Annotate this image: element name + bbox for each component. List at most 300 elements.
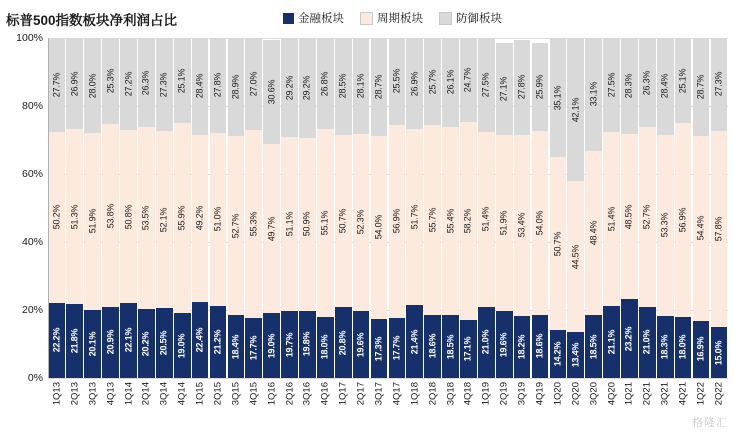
bar-value-label: 18.5% [588, 334, 599, 359]
bar-value-label: 54.0% [534, 210, 545, 236]
bar-column[interactable] [227, 38, 245, 378]
bar-segment[interactable] [317, 129, 334, 316]
bar-value-label: 28.7% [695, 74, 706, 100]
y-axis-tick-label: 0% [27, 372, 43, 384]
bar-column[interactable] [281, 38, 299, 378]
bar-value-label: 48.4% [588, 220, 599, 246]
x-axis-tick-label: 3Q20 [588, 382, 600, 406]
x-axis-tick [674, 380, 692, 428]
bar-segment[interactable] [657, 38, 674, 135]
x-axis-tick-label: 1Q22 [695, 382, 707, 406]
bar-value-label: 52.7% [230, 213, 241, 239]
bar-value-label: 20.1% [87, 331, 98, 357]
bar-segment[interactable] [371, 38, 388, 136]
bar-segment[interactable] [639, 38, 656, 127]
x-axis-tick-label: 3Q19 [516, 382, 528, 406]
bar-column[interactable] [155, 38, 173, 378]
bar-segment[interactable] [245, 318, 262, 378]
bar-segment[interactable] [693, 136, 710, 321]
chart-legend [283, 10, 502, 26]
x-axis-tick-label: 2Q15 [212, 382, 224, 406]
bar-segment[interactable] [603, 306, 620, 378]
bar-segment[interactable] [389, 125, 406, 318]
bar-segment[interactable] [299, 138, 316, 311]
bar-value-label: 54.4% [695, 215, 706, 241]
bar-segment[interactable] [693, 321, 710, 378]
bar-segment[interactable] [639, 307, 656, 378]
bar-value-label: 20.8% [337, 330, 348, 355]
bar-value-label: 26.1% [445, 70, 456, 95]
bar-segment[interactable] [210, 38, 227, 133]
bar-segment[interactable] [228, 315, 245, 378]
bar-segment[interactable] [66, 38, 83, 129]
bar-segment[interactable] [585, 315, 602, 378]
x-axis-tick-label: 4Q18 [462, 382, 474, 406]
x-axis-tick [656, 380, 674, 428]
x-axis-tick-label: 2Q20 [570, 382, 582, 406]
bar-value-label: 27.0% [248, 71, 259, 97]
bar-segment[interactable] [603, 132, 620, 307]
bar-column[interactable] [102, 38, 120, 378]
bar-value-label: 26.3% [140, 70, 151, 95]
watermark: 格隆汇 [692, 417, 728, 429]
bar-value-label: 28.4% [194, 74, 205, 99]
bar-value-label: 50.7% [337, 208, 348, 234]
bar-segment[interactable] [675, 123, 692, 316]
bar-segment[interactable] [228, 38, 245, 136]
bar-value-label: 50.2% [51, 205, 62, 230]
x-axis-tick [603, 380, 621, 428]
bar-column[interactable] [567, 38, 585, 378]
bar-segment[interactable] [84, 310, 101, 378]
bar-segment[interactable] [120, 38, 137, 130]
bar-value-label: 42.1% [570, 97, 581, 122]
x-axis-tick [442, 380, 460, 428]
bar-segment[interactable] [281, 137, 298, 311]
bar-segment[interactable] [263, 40, 280, 144]
bar-segment[interactable] [711, 38, 728, 131]
chart-title: 标普500指数板块净利润占比 [6, 13, 178, 28]
bar-value-label: 54.0% [373, 215, 384, 240]
bar-value-label: 53.4% [516, 213, 527, 238]
x-axis-tick-label: 3Q14 [158, 382, 170, 406]
bar-value-label: 25.1% [677, 68, 688, 93]
y-axis-tick-label: 100% [16, 32, 43, 44]
bar-column[interactable] [674, 38, 692, 378]
bar-segment[interactable] [514, 135, 531, 317]
bar-column[interactable] [585, 38, 603, 378]
x-axis-tick-label: 2Q13 [69, 382, 81, 406]
bar-value-label: 53.5% [140, 206, 151, 231]
bar-column[interactable] [656, 38, 674, 378]
bar-value-label: 29.2% [301, 75, 312, 101]
bar-value-label: 51.9% [87, 209, 98, 234]
bar-value-label: 51.9% [498, 210, 509, 236]
bar-segment[interactable] [460, 38, 477, 122]
bar-value-label: 19.8% [301, 332, 312, 357]
bar-column[interactable] [513, 38, 531, 378]
bar-segment[interactable] [621, 134, 638, 299]
bar-segment[interactable] [138, 127, 155, 309]
bar-segment[interactable] [442, 127, 459, 315]
legend-label: 周期板块 [377, 13, 423, 25]
bar-column[interactable] [477, 38, 495, 378]
bar-segment[interactable] [657, 316, 674, 378]
bar-segment[interactable] [424, 38, 441, 125]
bar-segment[interactable] [317, 317, 334, 378]
bar-segment[interactable] [353, 311, 370, 378]
bar-segment[interactable] [120, 303, 137, 378]
bar-column[interactable] [621, 38, 639, 378]
bar-segment[interactable] [138, 38, 155, 127]
bar-segment[interactable] [192, 135, 209, 302]
bar-value-label: 19.0% [176, 333, 187, 358]
x-axis-tick [48, 380, 66, 428]
x-axis-tick [84, 380, 102, 428]
x-axis-tick-label: 3Q15 [230, 382, 242, 406]
bar-segment[interactable] [335, 135, 352, 307]
bar-segment[interactable] [496, 135, 513, 311]
bar-segment[interactable] [210, 306, 227, 378]
x-axis-tick [424, 380, 442, 428]
bar-value-label: 51.4% [480, 206, 491, 232]
bar-segment[interactable] [281, 311, 298, 378]
bar-segment[interactable] [49, 303, 66, 378]
bar-column[interactable] [549, 38, 567, 378]
x-axis-tick-label: 3Q13 [87, 382, 99, 406]
bar-value-label: 18.4% [230, 334, 241, 359]
y-axis-tick-label: 60% [21, 168, 43, 180]
bar-segment[interactable] [460, 320, 477, 378]
bar-segment[interactable] [424, 125, 441, 314]
bar-column[interactable] [173, 38, 191, 378]
bar-segment[interactable] [245, 130, 262, 318]
bar-value-label: 51.4% [606, 206, 617, 232]
bar-segment[interactable] [66, 129, 83, 303]
bar-column[interactable] [316, 38, 334, 378]
bar-segment[interactable] [532, 43, 549, 131]
y-axis-tick-label: 80% [21, 100, 43, 112]
bar-value-label: 25.1% [176, 68, 187, 93]
x-axis-tick-label: 1Q15 [194, 382, 206, 406]
x-axis-tick [621, 380, 639, 428]
bar-column[interactable] [531, 38, 549, 378]
bar-segment[interactable] [263, 313, 280, 378]
bar-segment[interactable] [514, 316, 531, 378]
bar-column[interactable] [263, 38, 281, 378]
bar-segment[interactable] [389, 38, 406, 125]
bar-value-label: 13.4% [570, 342, 581, 368]
bar-column[interactable] [442, 38, 460, 378]
bar-segment[interactable] [532, 315, 549, 378]
legend-swatch-icon [283, 13, 294, 24]
bar-value-label: 26.3% [641, 70, 652, 95]
bar-segment[interactable] [657, 135, 674, 316]
x-axis-tick-label: 1Q18 [409, 382, 421, 406]
bar-segment[interactable] [442, 315, 459, 378]
bar-value-label: 17.3% [373, 336, 384, 361]
bar-segment[interactable] [299, 38, 316, 137]
x-axis-tick [173, 380, 191, 428]
bar-value-label: 58.2% [462, 208, 473, 234]
x-axis-tick [477, 380, 495, 428]
bar-segment[interactable] [460, 122, 477, 320]
bar-column[interactable] [334, 38, 352, 378]
bar-value-label: 50.9% [301, 211, 312, 237]
bar-column[interactable] [66, 38, 84, 378]
x-axis-tick-label: 2Q16 [284, 382, 296, 406]
bar-segment[interactable] [66, 304, 83, 378]
bar-value-label: 49.2% [194, 205, 205, 231]
bar-value-label: 51.1% [284, 211, 295, 237]
x-axis-tick [298, 380, 316, 428]
legend-item[interactable] [283, 10, 344, 26]
x-axis-tick-label: 4Q19 [534, 382, 546, 406]
bar-segment[interactable] [567, 181, 584, 332]
bar-column[interactable] [424, 38, 442, 378]
bar-value-label: 56.9% [391, 208, 402, 234]
x-axis-tick [567, 380, 585, 428]
bar-segment[interactable] [120, 130, 137, 303]
bar-value-label: 29.2% [284, 75, 295, 100]
bar-value-label: 55.1% [319, 210, 330, 236]
bar-value-label: 18.6% [427, 334, 438, 359]
bar-segment[interactable] [567, 38, 584, 181]
bar-segment[interactable] [299, 311, 316, 378]
bar-segment[interactable] [102, 124, 119, 307]
x-axis-tick [66, 380, 84, 428]
bar-value-label: 20.5% [158, 330, 169, 356]
bar-value-label: 18.0% [319, 335, 330, 360]
bar-value-label: 17.1% [462, 336, 473, 362]
x-axis-tick [370, 380, 388, 428]
bar-segment[interactable] [496, 311, 513, 378]
bar-segment[interactable] [371, 319, 388, 378]
bar-value-label: 55.7% [427, 207, 438, 233]
bar-segment[interactable] [550, 157, 567, 329]
bar-segment[interactable] [675, 317, 692, 378]
x-axis-tick-label: 1Q13 [51, 382, 63, 406]
x-axis-tick [155, 380, 173, 428]
bar-segment[interactable] [424, 315, 441, 378]
bar-value-label: 16.9% [695, 337, 706, 362]
bar-segment[interactable] [442, 38, 459, 127]
bar-segment[interactable] [406, 305, 423, 378]
bar-value-label: 51.7% [409, 205, 420, 230]
bar-segment[interactable] [514, 40, 531, 135]
bar-segment[interactable] [49, 132, 66, 303]
bar-value-label: 51.3% [69, 204, 80, 229]
bar-segment[interactable] [621, 299, 638, 378]
x-axis-tick [513, 380, 531, 428]
bar-value-label: 27.2% [123, 71, 133, 97]
bar-segment[interactable] [478, 38, 495, 132]
bar-value-label: 27.5% [606, 72, 617, 98]
bar-value-label: 27.5% [480, 72, 491, 98]
bar-segment[interactable] [156, 308, 173, 378]
bar-segment[interactable] [532, 131, 549, 315]
bar-column[interactable] [388, 38, 406, 378]
bar-segment[interactable] [406, 38, 423, 129]
bar-value-label: 18.6% [534, 334, 545, 359]
bar-value-label: 19.7% [284, 332, 295, 357]
bar-value-label: 55.3% [248, 211, 259, 237]
bar-column[interactable] [209, 38, 227, 378]
bar-value-label: 14.2% [552, 341, 563, 367]
x-axis-tick-label: 2Q17 [355, 382, 367, 406]
bar-value-label: 19.6% [355, 332, 366, 357]
x-axis-labels [48, 380, 728, 428]
bar-segment[interactable] [156, 131, 173, 308]
bar-value-label: 27.7% [51, 72, 62, 98]
bar-value-label: 22.4% [194, 327, 205, 353]
bar-value-label: 15.0% [713, 340, 724, 365]
bar-column[interactable] [191, 38, 209, 378]
bar-segment[interactable] [138, 309, 155, 378]
bar-value-label: 51.0% [212, 206, 223, 232]
x-axis-tick-label: 2Q14 [140, 382, 152, 406]
bar-segment[interactable] [621, 38, 638, 134]
bar-value-label: 17.7% [391, 335, 402, 361]
bar-column[interactable] [710, 38, 728, 378]
bar-segment[interactable] [550, 38, 567, 157]
bar-segment[interactable] [49, 38, 66, 132]
x-axis-tick [334, 380, 352, 428]
bar-segment[interactable] [567, 332, 584, 378]
bar-segment[interactable] [245, 38, 262, 130]
bar-value-label: 28.1% [355, 73, 366, 99]
bar-segment[interactable] [550, 330, 567, 378]
bar-segment[interactable] [389, 318, 406, 378]
bar-segment[interactable] [84, 38, 101, 133]
plot-area [16, 32, 728, 384]
bar-segment[interactable] [639, 127, 656, 306]
bar-segment[interactable] [263, 144, 280, 313]
bar-segment[interactable] [281, 38, 298, 137]
bar-segment[interactable] [317, 38, 334, 129]
x-axis-tick [263, 380, 281, 428]
x-axis-tick-label: 1Q14 [123, 382, 134, 406]
bar-segment[interactable] [102, 307, 119, 378]
bar-column[interactable] [84, 38, 102, 378]
bar-series-group [48, 38, 728, 378]
x-axis-tick [531, 380, 549, 428]
x-axis-tick-label: 4Q14 [176, 382, 188, 406]
legend-swatch-icon [439, 12, 452, 25]
bar-segment[interactable] [603, 38, 620, 132]
bar-column[interactable] [370, 38, 388, 378]
x-axis-tick-label: 3Q21 [659, 382, 671, 406]
x-axis-tick [227, 380, 245, 428]
x-axis-tick [585, 380, 603, 428]
bar-segment[interactable] [693, 38, 710, 136]
x-axis-tick-label: 3Q18 [445, 382, 457, 406]
bar-column[interactable] [245, 38, 263, 378]
gridline [27, 372, 728, 384]
bar-segment[interactable] [156, 38, 173, 131]
bar-segment[interactable] [174, 38, 191, 123]
bar-value-label: 19.0% [266, 333, 277, 358]
legend-item[interactable] [439, 10, 502, 26]
x-axis-tick [406, 380, 424, 428]
bar-segment[interactable] [192, 38, 209, 135]
bar-segment[interactable] [585, 38, 602, 151]
bar-segment[interactable] [210, 133, 227, 306]
bar-value-label: 24.7% [462, 67, 473, 93]
bar-segment[interactable] [711, 327, 728, 378]
x-axis-tick-label: 4Q21 [677, 382, 689, 406]
bar-column[interactable] [120, 38, 138, 378]
legend-label: 金融板块 [298, 13, 344, 25]
bar-value-label: 53.3% [659, 212, 670, 238]
bar-value-label: 21.1% [606, 329, 617, 355]
bar-segment[interactable] [353, 134, 370, 312]
x-axis-tick [388, 380, 406, 428]
bar-segment[interactable] [711, 131, 728, 327]
bar-column[interactable] [638, 38, 656, 378]
x-axis-tick [137, 380, 155, 428]
bar-value-label: 50.7% [552, 231, 563, 256]
bar-value-label: 21.2% [212, 329, 223, 355]
bar-value-label: 49.7% [266, 216, 277, 242]
x-axis-tick-label: 2Q22 [713, 382, 725, 406]
bar-value-label: 27.1% [498, 76, 509, 102]
bar-column[interactable] [406, 38, 424, 378]
y-axis-tick-label: 40% [21, 236, 43, 248]
bar-column[interactable] [459, 38, 477, 378]
bar-column[interactable] [48, 38, 66, 378]
bar-segment[interactable] [585, 151, 602, 316]
bar-segment[interactable] [371, 136, 388, 320]
bar-column[interactable] [603, 38, 621, 378]
bar-segment[interactable] [478, 132, 495, 307]
bar-segment[interactable] [406, 129, 423, 305]
bar-segment[interactable] [192, 302, 209, 378]
bar-value-label: 18.5% [445, 334, 456, 359]
bar-segment[interactable] [174, 123, 191, 313]
bar-column[interactable] [352, 38, 370, 378]
bar-segment[interactable] [335, 38, 352, 135]
bar-segment[interactable] [675, 38, 692, 123]
bar-segment[interactable] [478, 307, 495, 378]
bar-value-label: 57.8% [713, 216, 724, 242]
bar-segment[interactable] [335, 307, 352, 378]
bar-column[interactable] [495, 38, 513, 378]
bar-value-label: 52.3% [355, 210, 366, 235]
bar-segment[interactable] [228, 136, 245, 315]
bar-column[interactable] [298, 38, 316, 378]
x-axis-tick [120, 380, 138, 428]
bar-segment[interactable] [102, 38, 119, 124]
bar-column[interactable] [692, 38, 710, 378]
bar-segment[interactable] [496, 43, 513, 135]
bar-value-label: 52.7% [641, 204, 652, 230]
x-axis-tick [495, 380, 513, 428]
legend-item[interactable] [360, 10, 423, 26]
x-axis-tick [245, 380, 263, 428]
bar-value-label: 30.6% [266, 80, 277, 105]
bar-value-label: 22.1% [123, 328, 133, 353]
bar-segment[interactable] [84, 133, 101, 309]
bar-value-label: 25.5% [391, 69, 402, 94]
bar-segment[interactable] [353, 38, 370, 134]
bar-segment[interactable] [174, 313, 191, 378]
x-axis-tick [281, 380, 299, 428]
bar-value-label: 55.4% [445, 208, 456, 234]
bar-column[interactable] [137, 38, 155, 378]
bar-value-label: 27.3% [158, 72, 169, 98]
bar-value-label: 25.9% [534, 74, 545, 100]
